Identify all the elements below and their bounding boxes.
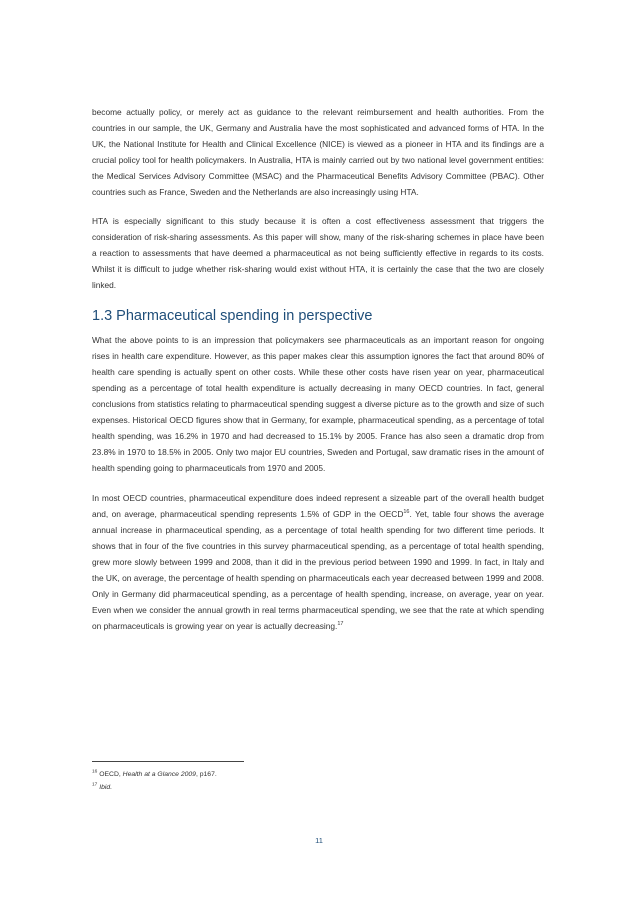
footnotes xyxy=(92,768,544,794)
footnote-ref-17[interactable]: 17 xyxy=(337,621,344,628)
paragraph-oecd-spending xyxy=(92,490,544,634)
body-text xyxy=(92,104,544,647)
footnote-divider xyxy=(92,761,244,762)
page-number: 11 xyxy=(315,836,323,845)
footnote-17 xyxy=(92,781,544,794)
footnote-17-mark: 17 xyxy=(92,782,98,788)
section-heading: 1.3 Pharmaceutical spending in perspective xyxy=(92,308,373,324)
footnote-ref-16[interactable]: 16 xyxy=(403,509,410,516)
footnote-16-text-b: , p167. xyxy=(195,771,217,778)
paragraph-oecd-spending-part2: . Yet, table four shows the average annual increase in pharmaceutical spending, as a percentage of total health spending for two different time periods. It shows that in four of the five countries in this survey pharmaceutical spending, as a percentage of total health spending, grew more slowly between 1999 and 2008, than it did in the previous period between 1990 and 1999. In fact, in Italy and the UK, on average, the percentage of health spending on pharmaceuticals each year decreased between 1999 and 2008. Only in Germany did pharmaceutical spending, as a percentage of health spending, increase, on average, year on year. Even when we consider the annual growth in real terms pharmaceutical spending, we see that the rate at which spending on pharmaceuticals is growing year on year is actually decreasing. xyxy=(92,509,544,631)
paragraph-spending-impression: What the above points to is an impression that policymakers see pharmaceuticals as an important reason for ongoing rises in health care expenditure. However, as this paper makes clear this assumption ignores the fact that around 80% of health care spending is actually spent on other costs. While these other costs have risen year on year, pharmaceutical spending as a percentage of total health expenditure is actually decreasing in many OECD countries. In fact, general conclusions from statistics relating to pharmaceutical spending suggest a diverse picture as to the growth and size of such expenses. Historical OECD figures show that in Germany, for example, pharmaceutical spending, as a percentage of total health spending, was 16.2% in 1970 and had decreased to 15.1% by 2005. France has also seen a dramatic drop from 23.8% in 1970 to 18.5% in 2005. Only two major EU countries, Sweden and Portugal, saw dramatic rises in the amount of health spending going to pharmaceuticals from 1970 and 2005. xyxy=(92,335,544,473)
footnote-16 xyxy=(92,768,544,781)
footnote-16-text-a: OECD, xyxy=(97,771,123,778)
footnote-17-text: Ibid. xyxy=(97,784,113,791)
paragraph-oecd-spending-part1: In most OECD countries, pharmaceutical expenditure does indeed represent a sizeable part of the overall health budget and, on average, pharmaceutical spending represents 1.5% of GDP in the OECD xyxy=(92,493,544,519)
paragraph-hta-significance: HTA is especially significant to this study because it is often a cost effectiveness assessment that triggers the consideration of risk-sharing assessments. As this paper will show, many of the risk-sharing schemes in place have been a reaction to assessments that have deemed a pharmaceutical as not being sufficiently effective in regards to its costs. Whilst it is difficult to judge whether risk-sharing would exist without HTA, it is certainly the case that the two are closely linked. xyxy=(92,216,544,290)
footnote-16-mark: 16 xyxy=(92,769,98,775)
paragraph-hta-overview: become actually policy, or merely act as guidance to the relevant reimbursement and health authorities. From the countries in our sample, the UK, Germany and Australia have the most sophisticated and advanced forms of HTA. In the UK, the National Institute for Health and Clinical Excellence (NICE) is viewed as a pioneer in HTA and its findings are a crucial policy tool for health policymakers. In Australia, HTA is mainly carried out by two national level government entities: the Medical Services Advisory Committee (MSAC) and the Pharmaceutical Benefits Advisory Committee (PBAC). Other countries such as France, Sweden and the Netherlands are also increasingly using HTA. xyxy=(92,107,544,197)
footnote-16-title: Health at a Glance 2009 xyxy=(122,771,196,778)
